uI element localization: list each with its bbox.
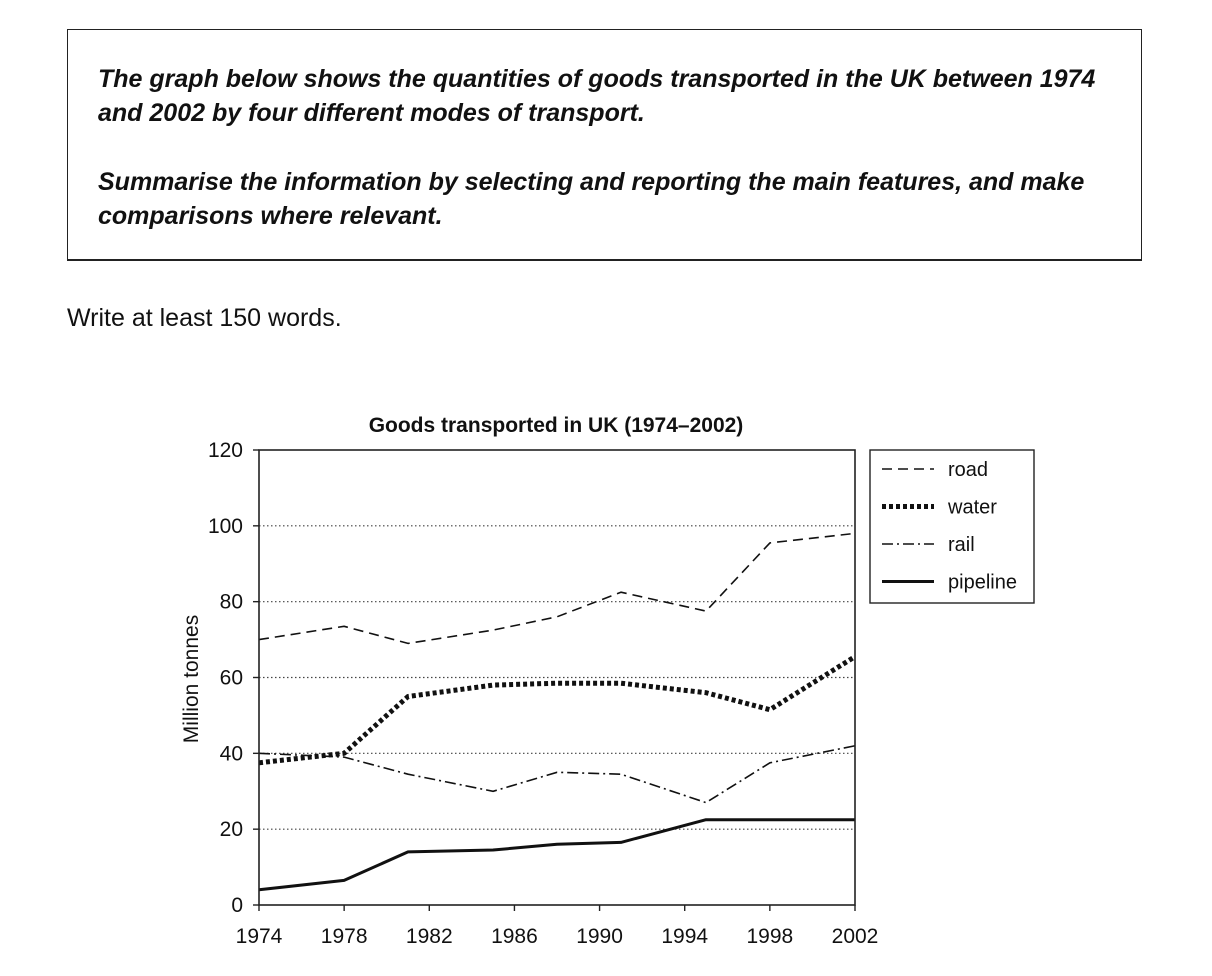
legend-label-water: water bbox=[948, 496, 997, 519]
word-count-instruction: Write at least 150 words. bbox=[67, 304, 342, 332]
y-tick-label: 40 bbox=[219, 742, 243, 766]
x-tick-label: 1986 bbox=[491, 925, 538, 948]
legend-label-pipeline: pipeline bbox=[948, 571, 1017, 594]
legend-label-road: road bbox=[948, 459, 989, 481]
y-tick-label: 120 bbox=[207, 439, 243, 462]
y-tick-label: 0 bbox=[231, 894, 243, 917]
y-tick-label: 60 bbox=[219, 666, 243, 690]
task-description: The graph below shows the quantities of goods transported in the UK between 1974 and 2002 by four different modes of transport. bbox=[98, 65, 1096, 127]
x-tick-label: 1990 bbox=[576, 925, 623, 948]
x-tick-label: 2002 bbox=[831, 925, 879, 948]
x-tick-label: 1998 bbox=[746, 925, 794, 948]
y-axis-label: Million tonnes bbox=[180, 614, 203, 744]
y-tick-label: 20 bbox=[219, 818, 243, 842]
legend-label-rail: rail bbox=[948, 534, 975, 556]
x-tick-label: 1982 bbox=[405, 925, 453, 948]
chart-title: Goods transported in UK (1974–2002) bbox=[368, 414, 744, 437]
x-tick-label: 1978 bbox=[320, 925, 368, 948]
task-instructions: Summarise the information by selecting and reporting the main features, and make comparisons where relevant. bbox=[98, 168, 1085, 230]
series-line-rail bbox=[259, 746, 855, 803]
x-tick-label: 1974 bbox=[235, 925, 283, 948]
series-line-water bbox=[259, 657, 855, 763]
legend bbox=[870, 450, 1034, 603]
y-tick-label: 80 bbox=[219, 590, 243, 614]
series-line-pipeline bbox=[259, 820, 855, 890]
x-tick-label: 1994 bbox=[661, 925, 709, 948]
series-line-road bbox=[259, 533, 855, 643]
y-tick-label: 100 bbox=[207, 514, 243, 538]
